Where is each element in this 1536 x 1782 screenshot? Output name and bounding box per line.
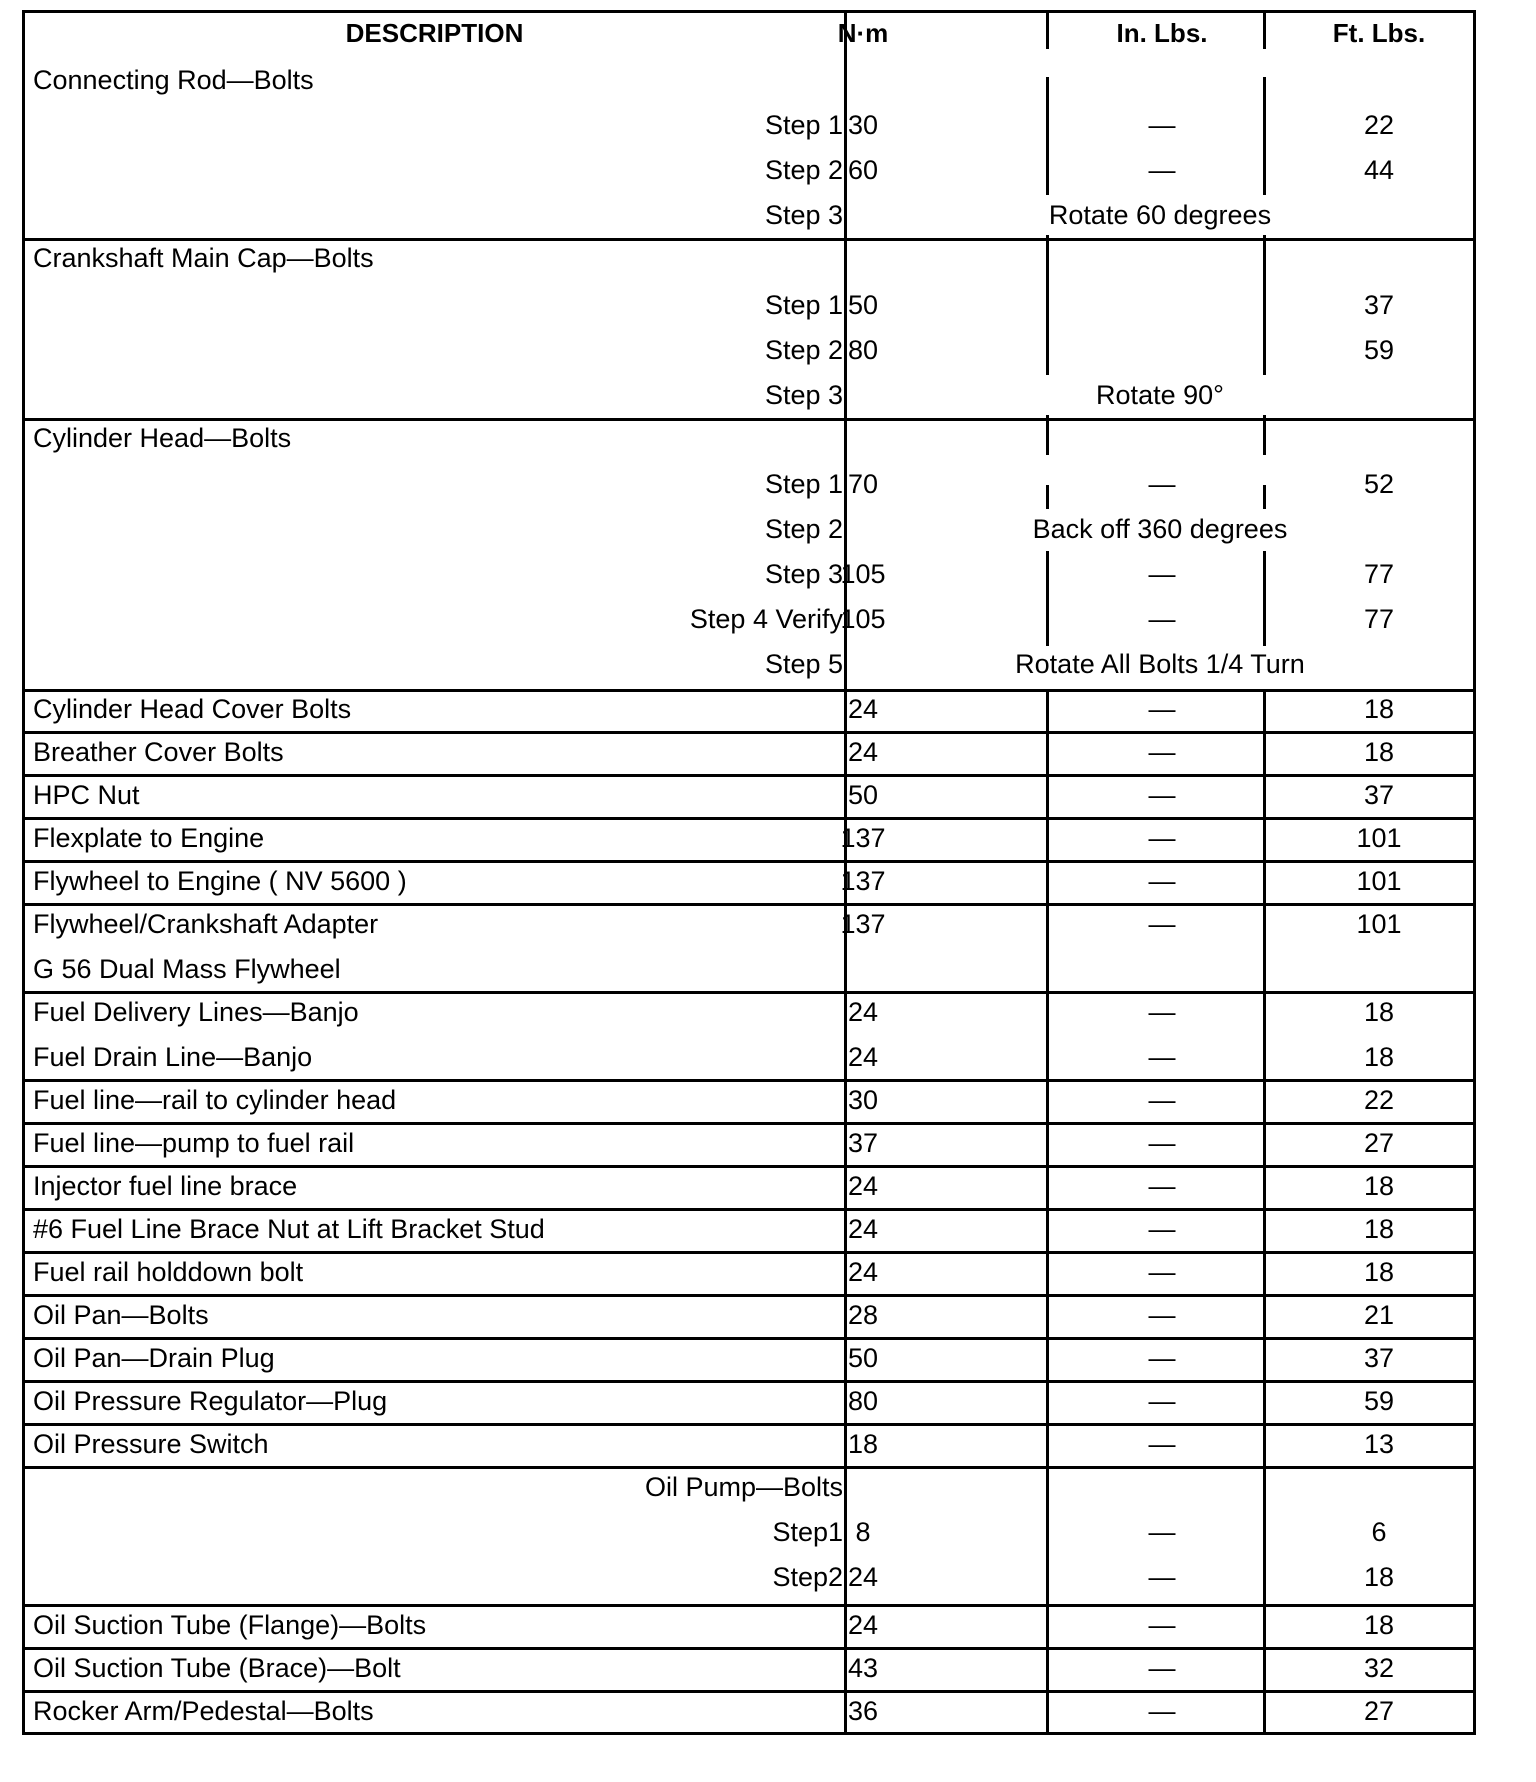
col-divider-in [1046, 13, 1049, 1732]
value-nm: 50 [847, 290, 879, 320]
step-label: Step 1 [764, 110, 843, 140]
value-ft-lbs: 37 [1363, 290, 1395, 320]
step-label: Step 1 [764, 290, 843, 320]
row-description: Injector fuel line brace [33, 1171, 298, 1201]
step-label: Step 3 [764, 559, 843, 589]
value-nm: 24 [847, 1610, 879, 1640]
value-in-lbs: — [1148, 780, 1176, 810]
group-title: Crankshaft Main Cap—Bolts [33, 243, 374, 273]
value-nm: 28 [847, 1300, 879, 1330]
dash-gap [1046, 49, 1049, 77]
value-in-lbs: — [1148, 1517, 1176, 1547]
step-label: Step 5 [764, 649, 843, 679]
value-nm: 43 [847, 1653, 879, 1683]
value-nm: 24 [847, 997, 879, 1027]
value-nm: 80 [847, 335, 879, 365]
value-ft-lbs: 18 [1363, 1562, 1395, 1592]
value-in-lbs: — [1148, 1257, 1176, 1287]
value-ft-lbs: 6 [1371, 1517, 1387, 1547]
row-divider [25, 1122, 1473, 1125]
row-divider [25, 689, 1473, 692]
value-nm: 137 [840, 866, 886, 896]
row-description: Fuel Drain Line—Banjo [33, 1042, 313, 1072]
value-in-lbs: — [1148, 1128, 1176, 1158]
row-divider [25, 1690, 1473, 1693]
row-description: Oil Pressure Switch [33, 1429, 269, 1459]
row-divider [25, 1337, 1473, 1340]
step-label: Step2 [772, 1562, 843, 1592]
value-in-lbs: — [1148, 604, 1176, 634]
row-description: Oil Pan—Drain Plug [33, 1343, 275, 1373]
row-description: Oil Pressure Regulator—Plug [33, 1386, 388, 1416]
group-title: Oil Pump—Bolts [644, 1472, 843, 1502]
value-nm: 50 [847, 1343, 879, 1373]
value-in-lbs: — [1148, 866, 1176, 896]
row-divider [25, 731, 1473, 734]
value-nm: 36 [847, 1696, 879, 1726]
value-in-lbs: — [1148, 1214, 1176, 1244]
value-nm: 60 [847, 155, 879, 185]
row-divider [25, 1604, 1473, 1607]
value-in-lbs: — [1148, 1696, 1176, 1726]
row-description: Oil Pan—Bolts [33, 1300, 209, 1330]
row-description: #6 Fuel Line Brace Nut at Lift Bracket Stud [33, 1214, 545, 1244]
row-description: Rocker Arm/Pedestal—Bolts [33, 1696, 374, 1726]
group-title: Connecting Rod—Bolts [33, 65, 314, 95]
value-nm: 24 [847, 1214, 879, 1244]
value-in-lbs: — [1148, 469, 1176, 499]
value-nm: 37 [847, 1128, 879, 1158]
value-in-lbs: — [1148, 1343, 1176, 1373]
value-in-lbs: — [1148, 997, 1176, 1027]
row-divider [25, 817, 1473, 820]
value-nm: 80 [847, 1386, 879, 1416]
step-label: Step 3 [764, 380, 843, 410]
value-in-lbs: — [1148, 1085, 1176, 1115]
value-nm: 24 [847, 694, 879, 724]
torque-spec-table [22, 10, 1476, 1735]
value-ft-lbs: 101 [1356, 823, 1402, 853]
row-divider [25, 1165, 1473, 1168]
dash-gap [1046, 455, 1049, 485]
value-ft-lbs: 101 [1356, 866, 1402, 896]
step-label: Step 2 [764, 514, 843, 544]
value-nm: 24 [847, 1171, 879, 1201]
value-in-lbs: — [1148, 559, 1176, 589]
value-nm: 24 [847, 1257, 879, 1287]
row-description-line2: G 56 Dual Mass Flywheel [33, 954, 341, 984]
row-divider [25, 991, 1473, 994]
value-ft-lbs: 18 [1363, 737, 1395, 767]
step-label: Step 2 [764, 155, 843, 185]
value-nm: 105 [840, 604, 886, 634]
row-description: Oil Suction Tube (Brace)—Bolt [33, 1653, 401, 1683]
row-description: Fuel rail holddown bolt [33, 1257, 304, 1287]
group-title: Cylinder Head—Bolts [33, 423, 292, 453]
value-ft-lbs: 13 [1363, 1429, 1395, 1459]
row-description: Breather Cover Bolts [33, 737, 284, 767]
row-description: Fuel Delivery Lines—Banjo [33, 997, 359, 1027]
row-divider [25, 418, 1473, 421]
header-nm: N·m [837, 18, 889, 48]
value-ft-lbs: 59 [1363, 335, 1395, 365]
value-in-lbs: — [1148, 110, 1176, 140]
header-in-lbs: In. Lbs. [1116, 18, 1208, 48]
row-divider [25, 1208, 1473, 1211]
value-nm: 8 [855, 1517, 871, 1547]
row-divider [25, 903, 1473, 906]
dash-gap [1263, 49, 1266, 77]
value-ft-lbs: 59 [1363, 1386, 1395, 1416]
step-note: Back off 360 degrees [1032, 514, 1288, 544]
value-ft-lbs: 27 [1363, 1696, 1395, 1726]
row-divider [25, 1079, 1473, 1082]
value-nm: 137 [840, 823, 886, 853]
value-ft-lbs: 22 [1363, 1085, 1395, 1115]
row-description: Fuel line—rail to cylinder head [33, 1085, 397, 1115]
value-in-lbs: — [1148, 1171, 1176, 1201]
step-label: Step 4 Verify [689, 604, 843, 634]
step-note: Rotate 90° [1096, 380, 1224, 410]
row-divider [25, 1423, 1473, 1426]
value-in-lbs: — [1148, 909, 1176, 939]
row-description: Cylinder Head Cover Bolts [33, 694, 352, 724]
value-ft-lbs: 18 [1363, 1610, 1395, 1640]
row-divider [25, 774, 1473, 777]
value-in-lbs: — [1148, 1562, 1176, 1592]
value-ft-lbs: 18 [1363, 694, 1395, 724]
row-divider [25, 1251, 1473, 1254]
row-divider [25, 1380, 1473, 1383]
col-divider-ft [1263, 13, 1266, 1732]
value-nm: 24 [847, 1042, 879, 1072]
value-ft-lbs: 52 [1363, 469, 1395, 499]
value-in-lbs: — [1148, 823, 1176, 853]
value-in-lbs: — [1148, 694, 1176, 724]
row-description: Flywheel to Engine ( NV 5600 ) [33, 866, 407, 896]
step-note: Rotate 60 degrees [1048, 200, 1272, 230]
value-in-lbs: — [1148, 155, 1176, 185]
value-in-lbs: — [1148, 1042, 1176, 1072]
row-description: HPC Nut [33, 780, 140, 810]
value-in-lbs: — [1148, 1386, 1176, 1416]
value-ft-lbs: 101 [1356, 909, 1402, 939]
row-description: Flexplate to Engine [33, 823, 265, 853]
value-in-lbs: — [1148, 737, 1176, 767]
value-nm: 18 [847, 1429, 879, 1459]
row-divider [25, 1466, 1473, 1469]
value-ft-lbs: 18 [1363, 997, 1395, 1027]
value-ft-lbs: 18 [1363, 1214, 1395, 1244]
value-in-lbs: — [1148, 1300, 1176, 1330]
row-divider [25, 238, 1473, 241]
value-nm: 30 [847, 110, 879, 140]
value-ft-lbs: 18 [1363, 1257, 1395, 1287]
value-ft-lbs: 22 [1363, 110, 1395, 140]
step-label: Step 2 [764, 335, 843, 365]
row-divider [25, 1294, 1473, 1297]
row-divider [25, 1647, 1473, 1650]
value-nm: 50 [847, 780, 879, 810]
value-ft-lbs: 77 [1363, 604, 1395, 634]
value-nm: 137 [840, 909, 886, 939]
row-divider [25, 860, 1473, 863]
header-ft-lbs: Ft. Lbs. [1332, 18, 1426, 48]
value-in-lbs: — [1148, 1429, 1176, 1459]
value-ft-lbs: 21 [1363, 1300, 1395, 1330]
value-ft-lbs: 18 [1363, 1171, 1395, 1201]
value-ft-lbs: 44 [1363, 155, 1395, 185]
value-ft-lbs: 77 [1363, 559, 1395, 589]
step-label: Step 3 [764, 200, 843, 230]
dash-gap [1263, 455, 1266, 485]
value-nm: 105 [840, 559, 886, 589]
value-nm: 30 [847, 1085, 879, 1115]
value-ft-lbs: 18 [1363, 1042, 1395, 1072]
value-ft-lbs: 32 [1363, 1653, 1395, 1683]
value-ft-lbs: 37 [1363, 1343, 1395, 1373]
value-in-lbs: — [1148, 1610, 1176, 1640]
row-description: Fuel line—pump to fuel rail [33, 1128, 355, 1158]
step-label: Step 1 [764, 469, 843, 499]
step-note: Rotate All Bolts 1/4 Turn [1015, 649, 1305, 679]
value-ft-lbs: 27 [1363, 1128, 1395, 1158]
header-description: DESCRIPTION [345, 18, 524, 48]
value-nm: 70 [847, 469, 879, 499]
row-description: Oil Suction Tube (Flange)—Bolts [33, 1610, 427, 1640]
value-nm: 24 [847, 1562, 879, 1592]
step-label: Step1 [772, 1517, 843, 1547]
value-nm: 24 [847, 737, 879, 767]
value-in-lbs: — [1148, 1653, 1176, 1683]
value-ft-lbs: 37 [1363, 780, 1395, 810]
row-description: Flywheel/Crankshaft Adapter [33, 909, 379, 939]
